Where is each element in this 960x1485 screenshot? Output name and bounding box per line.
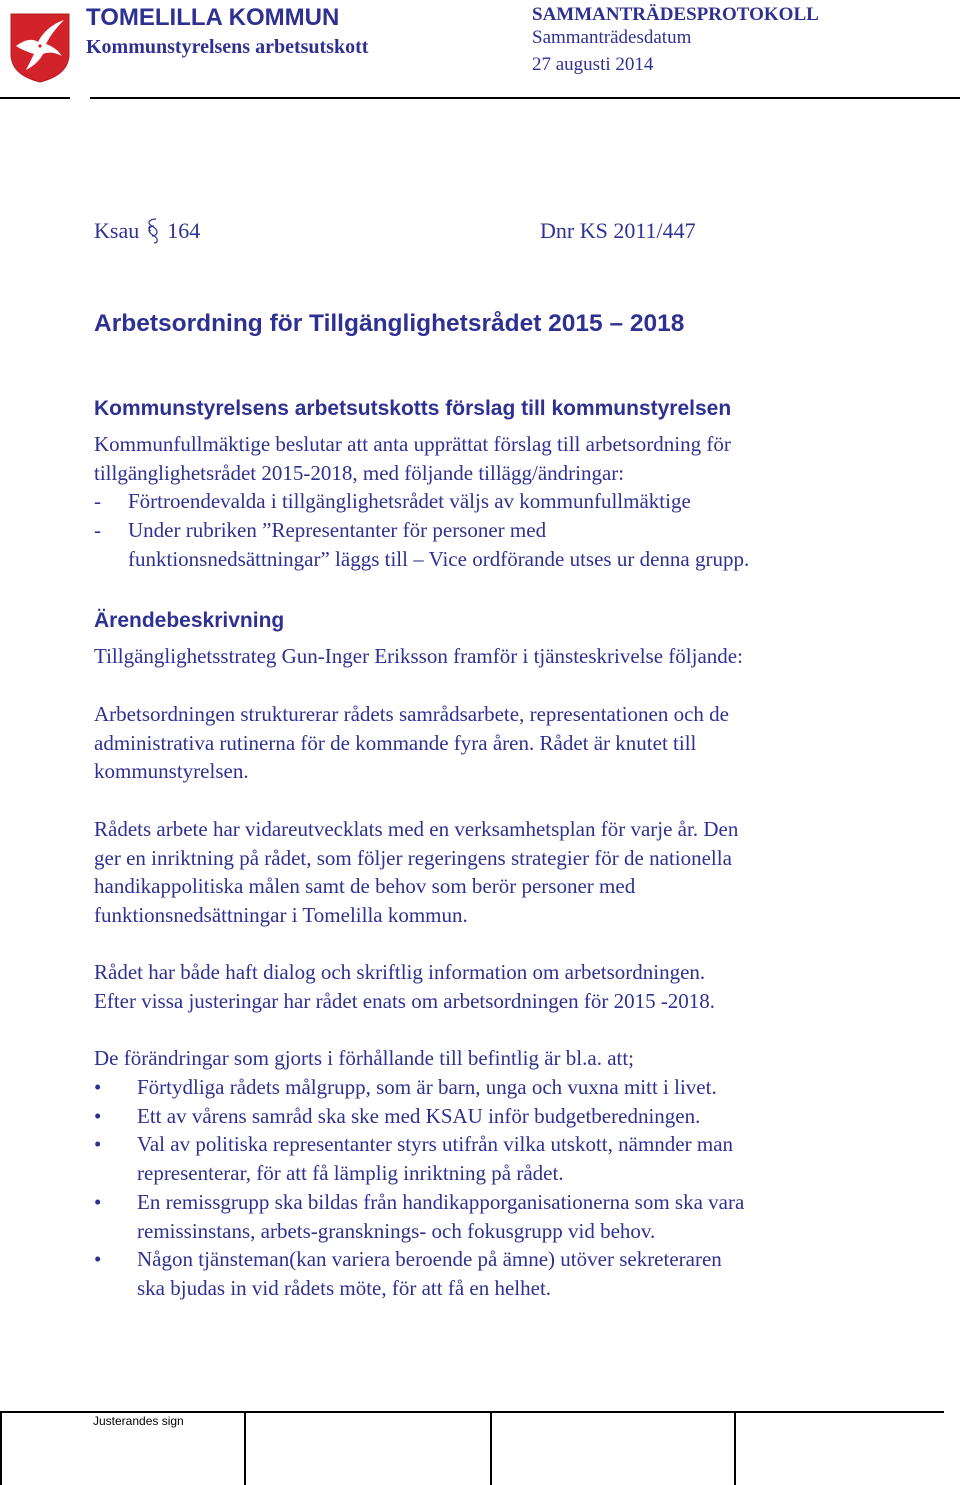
- list-item: [94, 1130, 884, 1187]
- description-paragraph: [94, 958, 884, 1015]
- proposal-body: [94, 430, 884, 574]
- proposal-change-item: [94, 516, 884, 573]
- document-type: SAMMANTRÄDESPROTOKOLL: [532, 4, 819, 25]
- paragraph-line: Rådets arbete har vidareutvecklats med en verksamhetsplan för varje år. Den: [94, 817, 739, 841]
- change-line: funktionsnedsättningar” läggs till – Vice ordförande utses ur denna grupp.: [128, 546, 750, 571]
- signature-cell-divider: [734, 1411, 736, 1485]
- bullet-icon: •: [94, 1103, 102, 1128]
- list-item-line: Ett av vårens samråd ska ske med KSAU inför budgetberedningen.: [137, 1103, 701, 1128]
- diary-number: Dnr KS 2011/447: [540, 218, 696, 243]
- proposal-change-item: [94, 487, 884, 516]
- list-item-line: Förtydliga rådets målgrupp, som är barn, unga och vuxna mitt i livet.: [137, 1075, 717, 1099]
- list-item-line: ska bjudas in vid rådets möte, för att få en helhet.: [137, 1275, 552, 1300]
- bullet-icon: •: [94, 1247, 102, 1272]
- meeting-date: 27 augusti 2014: [532, 54, 654, 75]
- description-heading: Ärendebeskrivning: [94, 609, 285, 632]
- proposal-line: tillgänglighetsrådet 2015-2018, med följande tillägg/ändringar:: [94, 460, 625, 485]
- paragraph-line: Arbetsordningen strukturerar rådets samrådsarbete, representationen och de: [94, 702, 729, 726]
- paragraph-line: kommunstyrelsen.: [94, 759, 249, 784]
- organization-name: TOMELILLA KOMMUN: [86, 4, 340, 31]
- paragraph-line: handikappolitiska målen samt de behov som berör personer med: [94, 874, 636, 899]
- paragraph-number: 164: [167, 218, 201, 243]
- header-divider: [0, 97, 960, 99]
- list-item-line: representerar, för att få lämplig inriktning på rådet.: [137, 1161, 564, 1186]
- dash-marker: -: [94, 489, 101, 514]
- description-intro: [94, 642, 884, 671]
- committee-name: Kommunstyrelsens arbetsutskott: [86, 36, 369, 58]
- changes-intro: [94, 1044, 884, 1073]
- list-item-line: remissinstans, arbets-gransknings- och fokusgrupp vid behov.: [137, 1218, 656, 1243]
- bullet-icon: •: [94, 1189, 102, 1214]
- change-line: Under rubriken ”Representanter för personer med: [128, 518, 547, 543]
- signature-cell-divider: [244, 1411, 246, 1485]
- intro-line: Tillgänglighetsstrateg Gun-Inger Eriksson framför i tjänsteskrivelse följande:: [94, 644, 743, 668]
- changes-intro-line: De förändringar som gjorts i förhållande till befintlig är bl.a. att;: [94, 1046, 635, 1070]
- bullet-icon: •: [94, 1075, 102, 1099]
- paragraph-reference: [94, 218, 200, 244]
- description-paragraph: [94, 700, 884, 786]
- description-paragraph: [94, 815, 884, 930]
- signature-table-left-border: [0, 1411, 2, 1485]
- list-item-line: Val av politiska representanter styrs utifrån vilka utskott, nämnder man: [137, 1132, 734, 1157]
- paragraph-label: Ksau: [94, 218, 140, 243]
- change-line: Förtroendevalda i tillgänglighetsrådet väljs av kommunfullmäktige: [128, 489, 691, 514]
- signature-table-top-border: [0, 1411, 944, 1413]
- paragraph-line: ger en inriktning på rådet, som följer regeringens strategier för de nationella: [94, 845, 732, 870]
- list-item-line: En remissgrupp ska bildas från handikapporganisationerna som ska vara: [137, 1189, 745, 1214]
- list-item-line: Någon tjänsteman(kan variera beroende på ämne) utöver sekreteraren: [137, 1247, 722, 1272]
- list-item: [94, 1073, 884, 1102]
- municipal-coat-of-arms-icon: [10, 12, 70, 84]
- dash-marker: -: [94, 518, 101, 543]
- bullet-icon: •: [94, 1132, 102, 1157]
- meeting-date-label: Sammanträdesdatum: [532, 27, 692, 48]
- list-item: [94, 1102, 884, 1131]
- header-divider-gap: [70, 96, 90, 100]
- proposal-line: Kommunfullmäktige beslutar att anta upprättat förslag till arbetsordning för: [94, 432, 731, 456]
- list-item: [94, 1188, 884, 1245]
- section-sign-icon: [147, 218, 159, 244]
- paragraph-line: funktionsnedsättningar i Tomelilla kommun.: [94, 903, 468, 928]
- changes-list: [94, 1073, 884, 1303]
- signature-cell-divider: [490, 1411, 492, 1485]
- paragraph-line: administrativa rutinerna för de kommande fyra åren. Rådet är knutet till: [94, 730, 697, 755]
- paragraph-line: Efter vissa justeringar har rådet enats om arbetsordningen för 2015 -2018.: [94, 988, 716, 1013]
- list-item: [94, 1245, 884, 1302]
- document-title: Arbetsordning för Tillgänglighetsrådet 2015 – 2018: [94, 310, 685, 337]
- proposal-heading: Kommunstyrelsens arbetsutskotts förslag till kommunstyrelsen: [94, 397, 732, 420]
- signature-label: Justerandes sign: [93, 1414, 184, 1428]
- paragraph-line: Rådet har både haft dialog och skriftlig information om arbetsordningen.: [94, 960, 706, 984]
